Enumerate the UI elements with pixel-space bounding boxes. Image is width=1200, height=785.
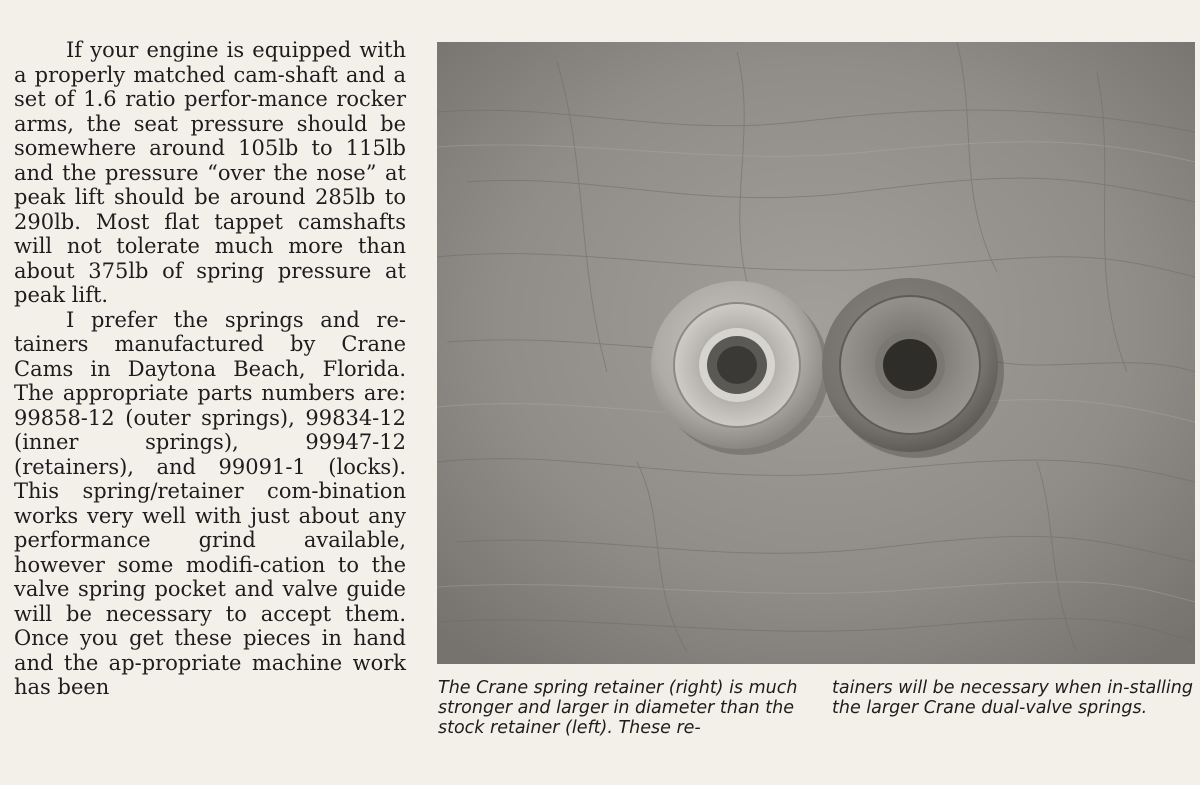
body-text-column [14,38,406,700]
retainer-photo [437,42,1195,664]
caption-text-2: tainers will be necessary when in-stalling the larger Crane dual-valve springs. [832,678,1193,718]
photo-caption-column-1 [438,678,808,738]
photo-caption-column-2 [832,678,1194,718]
body-paragraph-2: I prefer the springs and re-tainers manufactured by Crane Cams in Daytona Beach, Florida. The appropriate parts numbers are: 99858-12 (outer springs), 99834-12 (inner springs), 99947-12 (retainers), and 99091-1 (locks). This spring/retainer com-bination works very well with just about any performance grind available, however some modifi-cation to the valve spring pocket and valve guide will be necessary to accept them. Once you get these pieces in hand and the ap-propriate machine work has been [14,307,406,699]
photo-illustration [437,42,1195,664]
caption-text-1: The Crane spring retainer (right) is much stronger and larger in diameter than the stock retainer (left). These re- [438,678,798,738]
body-paragraph-1: If your engine is equipped with a properly matched cam-shaft and a set of 1.6 ratio perfor-mance rocker arms, the seat pressure should be somewhere around 105lb to 115lb and the pressure “over the nose” at peak lift should be around 285lb to 290lb. Most flat tappet camshafts will not tolerate much more than about 375lb of spring pressure at peak lift. [14,38,406,307]
